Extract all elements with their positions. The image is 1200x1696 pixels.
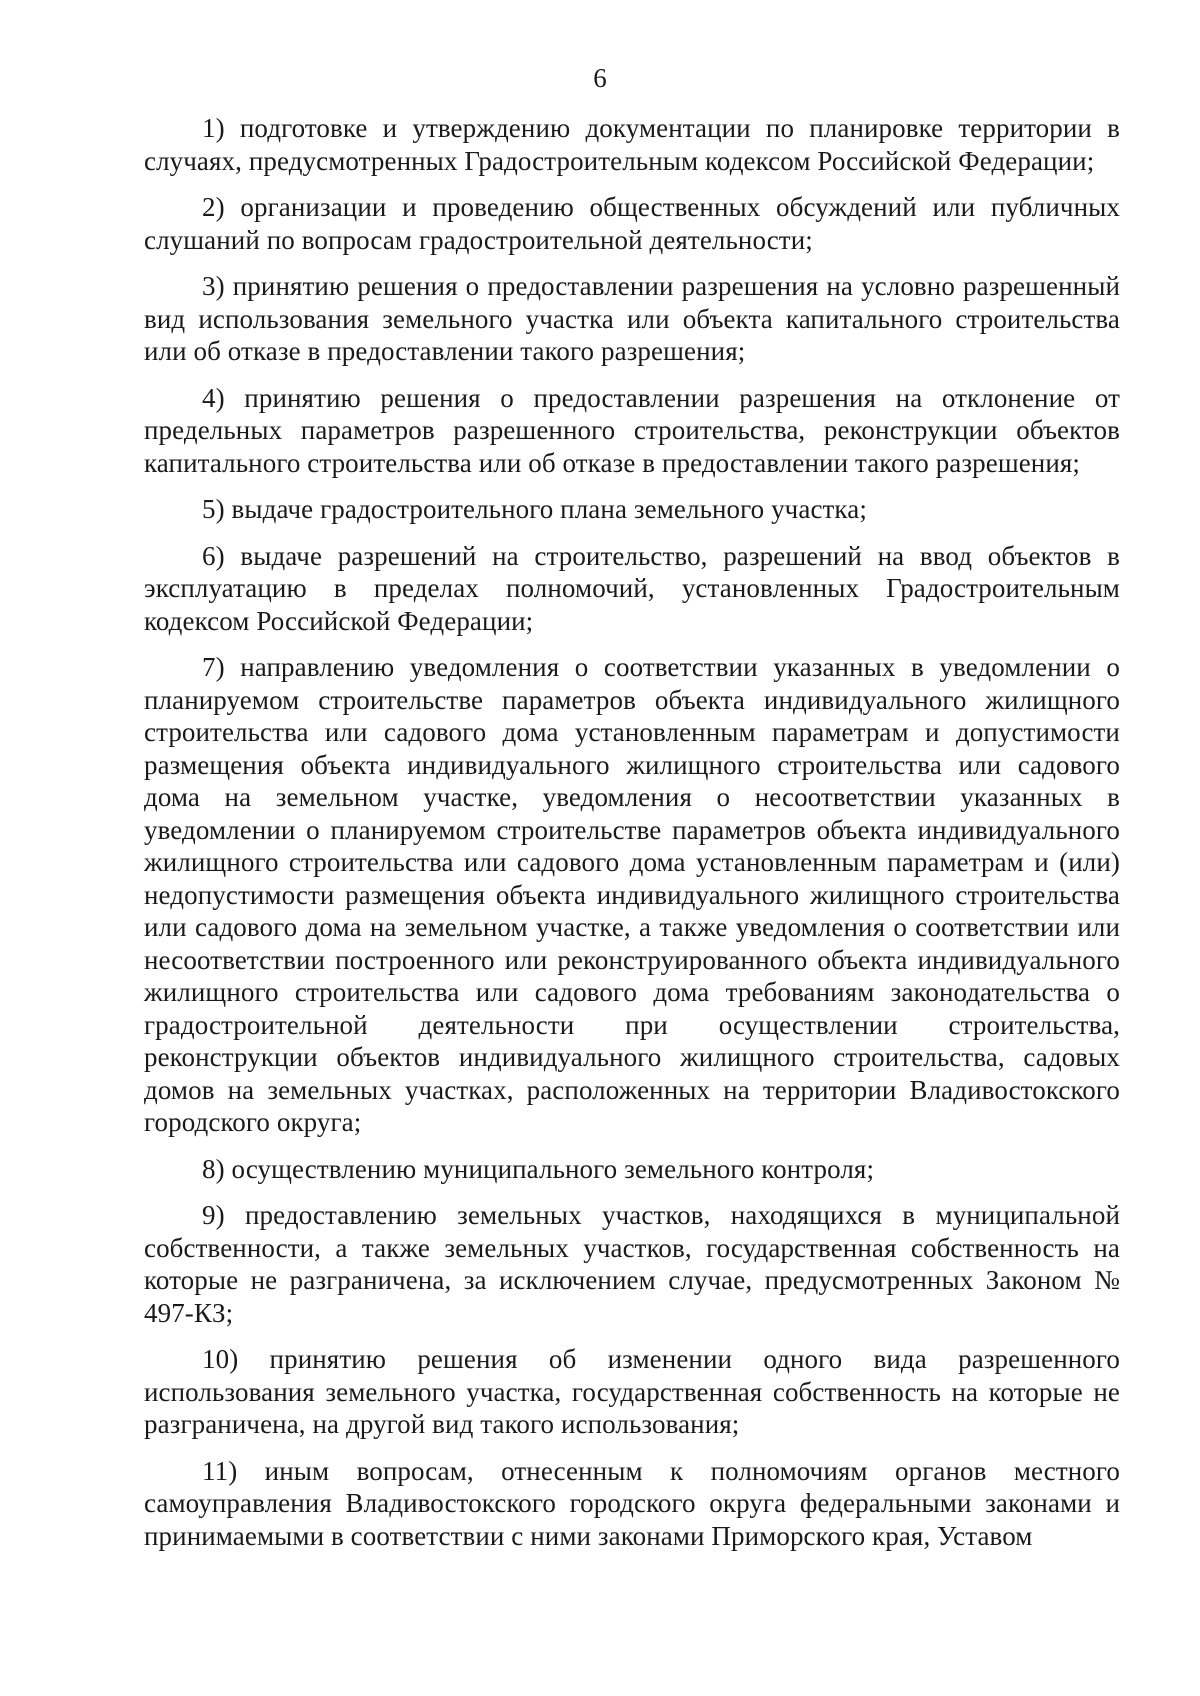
paragraph-item-1: 1) подготовке и утверждению документации по планировке территории в случаях, предусмотренных Градостроительным кодексом Российской Федерации; <box>144 113 1120 176</box>
paragraph-item-8: 8) осуществлению муниципального земельного контроля; <box>202 1153 875 1184</box>
document-body <box>144 112 1120 1566</box>
paragraph-item-3: 3) принятию решения о предоставлении разрешения на условно разрешенный вид использования земельного участка или объекта капитального строительства или об отказе в предоставлении такого разрешения; <box>144 271 1120 366</box>
paragraph-item-6: 6) выдаче разрешений на строительство, разрешений на ввод объектов в эксплуатацию в пределах полномочий, установленных Градостроительным кодексом Российской Федерации; <box>144 540 1120 636</box>
paragraph-item-9: 9) предоставлению земельных участков, находящихся в муниципальной собственности, а также земельных участков, государственная собственность на которые не разграничена, за исключением случае, предусмотренных Законом № 497-КЗ; <box>144 1200 1120 1328</box>
paragraph-item-7: 7) направлению уведомления о соответствии указанных в уведомлении о планируемом строительстве параметров объекта индивидуального жилищного строительства или садового дома установленным параметрам и допустимости размещения объекта индивидуального жилищного строительства или садового дома на земельном участке, уведомления о несоответствии указанных в уведомлении о планируемом строительстве параметров объекта индивидуального жилищного строительства или садового дома установленным параметрам и (или) недопустимости размещения объекта индивидуального жилищного строительства или садового дома на земельном участке, а также уведомления о соответствии или несоответствии построенного или реконструированного объекта индивидуального жилищного строительства или садового дома требованиям законодательства о градостроительной деятельности при осуществлении строительства, реконструкции объектов индивидуального жилищного строительства, садовых домов на земельных участках, расположенных на территории Владивостокского городского округа; <box>144 652 1120 1137</box>
paragraph-item-11: 11) иным вопросам, отнесенным к полномочиям органов местного самоуправления Владивостокского городского округа федеральными законами и принимаемыми в соответствии с ними законами Приморского края, Уставом <box>144 1455 1120 1551</box>
paragraph-item-4: 4) принятию решения о предоставлении разрешения на отклонение от предельных параметров разрешенного строительства, реконструкции объектов капитального строительства или об отказе в предоставлении такого разрешения; <box>144 382 1120 478</box>
paragraph-item-5: 5) выдаче градостроительного плана земельного участка; <box>202 494 867 524</box>
paragraph-item-2: 2) организации и проведению общественных обсуждений или публичных слушаний по вопросам градостроительной деятельности; <box>144 192 1120 255</box>
paragraph-item-10: 10) принятию решения об изменении одного вида разрешенного использования земельного участка, государственная собственность на которые не разграничена, на другой вид такого использования; <box>144 1344 1120 1439</box>
page-number: 6 <box>593 63 607 93</box>
